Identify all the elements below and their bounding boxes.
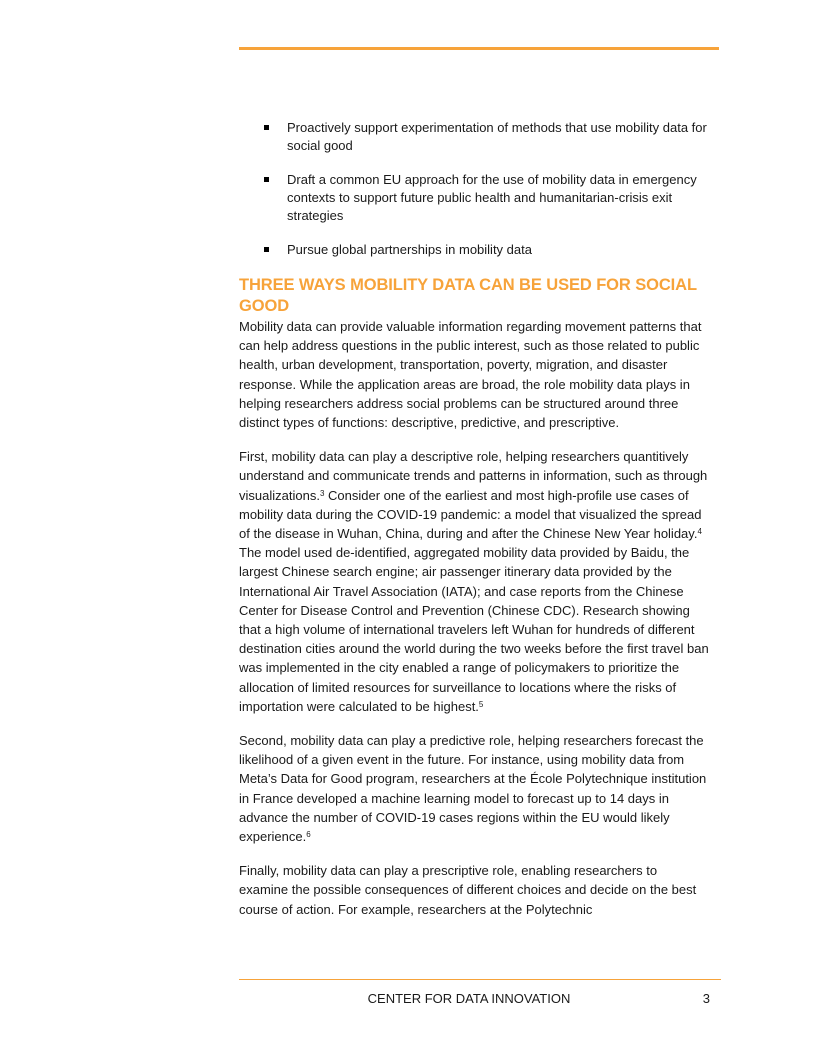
section-heading: THREE WAYS MOBILITY DATA CAN BE USED FOR SOCIAL GOOD — [239, 276, 697, 315]
recommendation-list — [239, 119, 709, 259]
list-item — [239, 171, 709, 225]
list-item — [239, 119, 709, 155]
header-rule — [239, 47, 719, 50]
paragraph-prescriptive: Finally, mobility data can play a prescriptive role, enabling researchers to examine the possible consequences of different choices and decide on the best course of action. For example, researchers at the Polytechnic — [239, 863, 697, 917]
page-content — [239, 119, 709, 934]
footnote-ref[interactable]: 6 — [306, 830, 311, 840]
paragraph-text: The model used de-identified, aggregated mobility data provided by Baidu, the largest Chinese search engine; air passenger itinerary data provided by the International Air Travel Association (IATA); and case reports from the Chinese Center for Disease Control and Prevention (Chinese CDC). Research showing that a high volume of international travelers left Wuhan for hundreds of different destination cities around the world during the two weeks before the first travel ban was implemented in the city enabled a range of policymakers to prioritize the allocation of limited resources for surveillance to locations where the risks of importation were calculated to be highest. — [239, 545, 709, 714]
list-item-text: Pursue global partnerships in mobility data — [287, 242, 532, 257]
bullet-icon — [264, 125, 269, 130]
list-item — [239, 241, 709, 259]
paragraph-text: First, mobility data can play a descriptive role, helping researchers quantitively understand and communicate trends and patterns in information, such as through visualizations. — [239, 449, 708, 503]
footnote-ref[interactable]: 5 — [478, 699, 484, 709]
page-number: 3 — [702, 991, 710, 1006]
footnote-ref[interactable]: 4 — [697, 527, 702, 537]
bullet-icon — [264, 177, 269, 182]
paragraph-intro: Mobility data can provide valuable information regarding movement patterns that can help address questions in the public interest, such as those related to public health, urban development, transportation, poverty, migration, and disaster response. While the application areas are broad, the role mobility data plays in helping researchers address social problems can be structured around three distinct types of functions: descriptive, predictive, and prescriptive. — [239, 319, 702, 431]
paragraph-text: Consider one of the earliest and most high-profile use cases of mobility data during the COVID-19 pandemic: a model that visualized the spread of the disease in Wuhan, China, during and after the Chinese New Year holiday. — [239, 487, 702, 542]
footnote-ref[interactable]: 3 — [319, 488, 325, 498]
paragraph-predictive — [239, 731, 709, 846]
paragraph-text: Second, mobility data can play a predictive role, helping researchers forecast the likelihood of a given event in the future. For instance, using mobility data from Meta’s Data for Good program, researchers at the École Polytechnique institution in France developed a machine learning model to forecast up to 14 days in advance the number of COVID-19 cases regions within the EU would likely experience. — [239, 733, 707, 845]
bullet-icon — [264, 247, 269, 252]
list-item-text: Proactively support experimentation of methods that use mobility data for social good — [287, 120, 707, 153]
footer-rule — [239, 979, 721, 980]
list-item-text: Draft a common EU approach for the use of mobility data in emergency contexts to support future public health and humanitarian-crisis exit strategies — [287, 172, 697, 223]
paragraph-descriptive — [239, 447, 709, 716]
footer-title: CENTER FOR DATA INNOVATION — [367, 991, 571, 1006]
